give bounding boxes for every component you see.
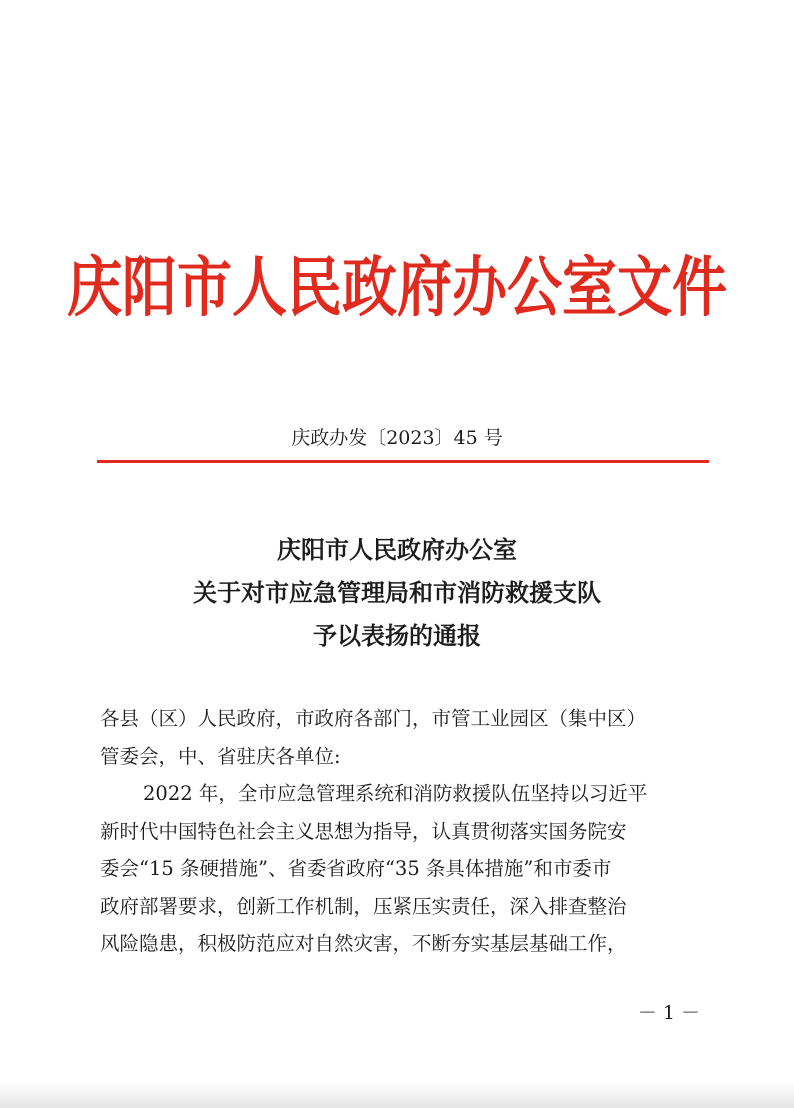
paragraph-line: 新时代中国特色社会主义思想为指导，认真贯彻落实国务院安 [100,819,627,843]
notice-title-line: 予以表扬的通报 [313,621,481,650]
issuer-header-title: 庆阳市人民政府办公室文件 [66,248,727,325]
document-number: 庆政办发〔2023〕45 号 [291,427,503,449]
paragraph-line: 委会“15 条硬措施”、省委省政府“35 条具体措施”和市委市 [100,857,612,880]
notice-title [0,528,794,657]
scan-edge-shadow [0,1082,794,1108]
notice-title-line: 关于对市应急管理局和市消防救援支队 [193,578,601,607]
paragraph-line: 政府部署要求，创新工作机制，压紧压实责任，深入排查整治 [100,894,627,918]
red-separator-line [97,460,709,463]
page-number: － 1 － [637,1002,700,1024]
notice-title-line: 庆阳市人民政府办公室 [277,535,517,564]
body-text [100,700,700,963]
addressee-line: 管委会，中、省驻庆各单位: [100,744,341,768]
addressee-line: 各县（区）人民政府，市政府各部门，市管工业园区（集中区） [100,707,647,730]
paragraph-line: 风险隐患，积极防范应对自然灾害，不断夯实基层基础工作， [100,932,627,955]
paragraph-line: 2022 年，全市应急管理系统和消防救援队伍坚持以习近平 [143,782,648,805]
